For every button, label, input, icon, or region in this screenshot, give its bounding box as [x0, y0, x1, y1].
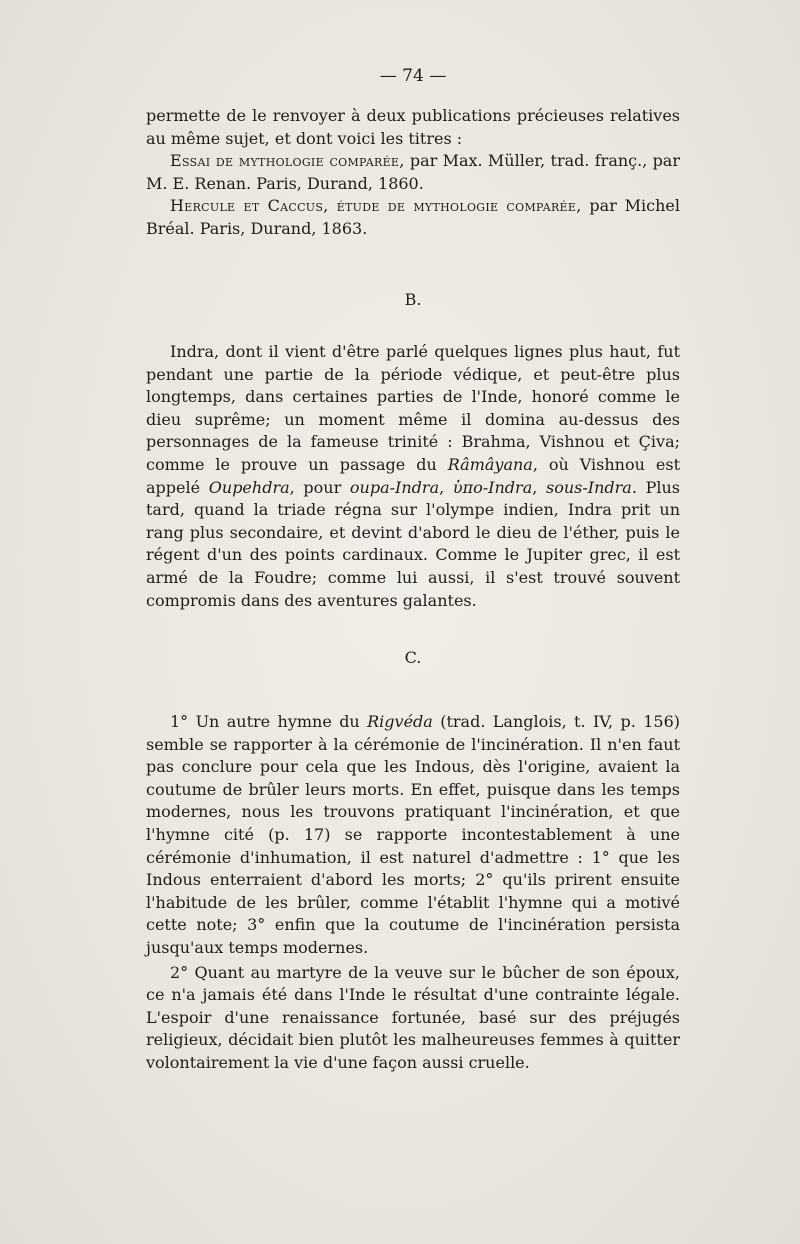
section-c-item-2: 2° Quant au martyre de la veuve sur le bûcher de son époux, ce n'a jamais été dans l'Inde le résultat d'une contrainte légale. L'espoir d'une renaissance fortunée, basé sur des préjugés religieux, décidait bien plutôt les malheureuses femmes à quitter volontairement la vie d'une façon aussi cruelle.	[146, 962, 680, 1072]
text-run: ,	[532, 477, 547, 497]
oupa-indra-italic: oupa-Indra	[349, 477, 440, 497]
section-c-body	[146, 711, 680, 1075]
reference-2	[146, 195, 680, 240]
reference-1-rest: par Max. Müller, trad. franç., par M. E. Renan. Paris, Durand, 1860.	[146, 151, 680, 193]
reference-2-title: Hercule et Caccus, étude de mythologie comparée,	[170, 196, 582, 216]
text-run: (trad. Langlois, t. IV, p. 156) semble se rapporter à la cérémonie de l'incinération. Il n'en faut pas conclure pour cela que les Indous, dès l'origine, avaient la coutume de brûler leurs morts. En effet, puisque dans les temps modernes, nous les trouvons pratiquant l'incinération, et que l'hymne cité (p. 17) se rapporte incontestablement à une cérémonie d'inhumation, il est naturel d'admettre : 1° que les Indous enterraient d'abord les morts; 2° qu'ils prirent ensuite l'habitude de les brûler, comme l'établit l'hymne qui a motivé cette note; 3° enfin que la coutume de l'incinération persista jusqu'aux temps modernes.	[146, 712, 680, 957]
ramayana-italic: Râmâyana	[447, 454, 533, 474]
section-c-heading: C.	[404, 648, 422, 667]
section-c-item-1	[146, 711, 680, 960]
section-b-heading: B.	[404, 290, 422, 309]
text-run: 1° Un autre hymne du	[170, 712, 368, 731]
section-b-body	[146, 341, 680, 612]
text-run: Indra, dont il vient d'être parlé quelques lignes plus haut, fut pendant une partie de la période védique, et peut-être plus longtemps, dans certaines parties de l'Inde, honoré comme le dieu suprême; un moment même il domina au-dessus des personnages de la fameuse trinité : Brahma, Vishnou et Çiva; comme le prouve un passage du	[146, 342, 680, 474]
page-number: — 74 —	[379, 66, 447, 86]
oupehdra-italic: Oupehdra	[208, 477, 290, 497]
rigveda-italic: Rigvéda	[367, 712, 433, 731]
text-run: ,	[439, 477, 453, 497]
text-run: , pour	[289, 477, 350, 497]
reference-2-rest: par Michel Bréal. Paris, Durand, 1863.	[146, 196, 680, 238]
text-run: . Plus tard, quand la triade régna sur l'olympe indien, Indra prit un rang plus secondaire, et devint d'abord le dieu de l'éther, puis le régent d'un des points cardinaux. Comme le Jupiter grec, il est armé de la Foudre; comme lui aussi, il s'est trouvé souvent compromis dans des aventures galantes.	[146, 477, 681, 610]
intro-block	[146, 105, 680, 241]
sous-indra-italic: sous-Indra	[546, 477, 632, 497]
intro-paragraph: permette de le renvoyer à deux publications précieuses relatives au même sujet, et dont voici les titres :	[146, 106, 680, 148]
reference-1	[146, 150, 680, 195]
reference-1-title: Essai de mythologie comparée,	[170, 151, 405, 171]
text-run: , où Vishnou est appelé	[146, 454, 681, 497]
upo-indra-italic: ὑπο-Indra	[452, 477, 533, 497]
section-b-paragraph	[146, 341, 680, 612]
